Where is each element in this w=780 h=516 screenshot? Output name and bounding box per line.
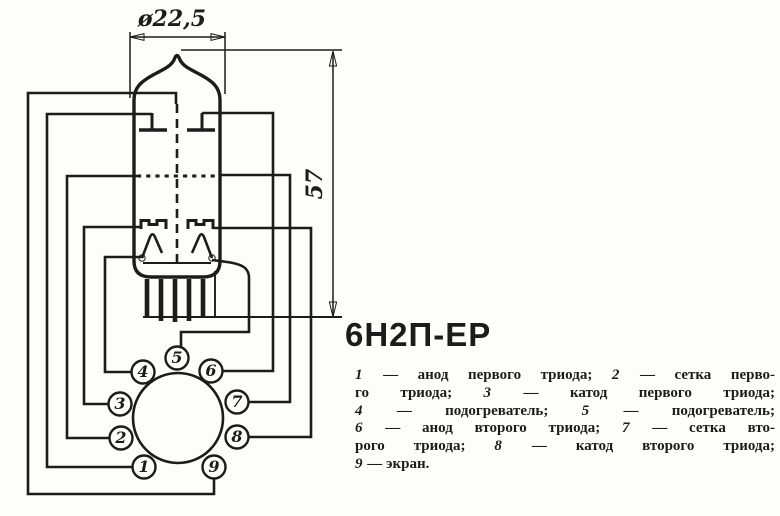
legend-line-6: 9 — экран. [355,455,430,472]
diameter-label: ø22,5 [137,6,207,32]
height-label: 57 [302,168,328,200]
dim-diameter [130,6,225,98]
pin-legend [355,367,775,474]
legend-line-3: 4 — подогреватель; 5 — подогреватель; [355,402,775,419]
pin-label-1: 1 [138,457,150,476]
legend-line-4: 6 — анод второго триода; 7 — сетка вто- [355,420,775,437]
pin-label-5: 5 [171,348,183,367]
anode-plate-left [139,113,167,130]
pin-label-3: 3 [114,394,126,413]
legend-line-1: 1 — анод первого триода; 2 — сетка перво- [355,367,775,383]
pin-label-7: 7 [231,392,243,411]
heater-right [192,234,212,258]
pin-label-4: 4 [137,362,149,381]
base-circle [133,373,223,463]
pin-wires [28,93,311,494]
cathode-right [188,221,213,230]
tube-base-pins [147,279,203,322]
tube-electrodes [137,104,217,268]
anode-plate-right [187,113,215,130]
pin-label-8: 8 [231,427,243,446]
pin-circle [109,347,249,479]
heater-left [142,234,162,258]
wire-pin2-grid1 [67,176,137,438]
cathode-left [141,221,166,230]
pin-label-2: 2 [115,428,127,447]
wire-pin7-grid2 [219,175,290,402]
pin-label-6: 6 [205,361,217,380]
pin-label-9: 9 [208,457,220,476]
tube-type-title: 6Н2П-ЕР [345,316,492,353]
legend-line-2: го триода; 3 — катод первого триода; [355,384,775,401]
wire-pin4-heater [105,257,142,372]
legend-line-5: рого триода; 8 — катод второго триода; [355,438,775,455]
wire-pin1-anode1 [47,114,152,467]
